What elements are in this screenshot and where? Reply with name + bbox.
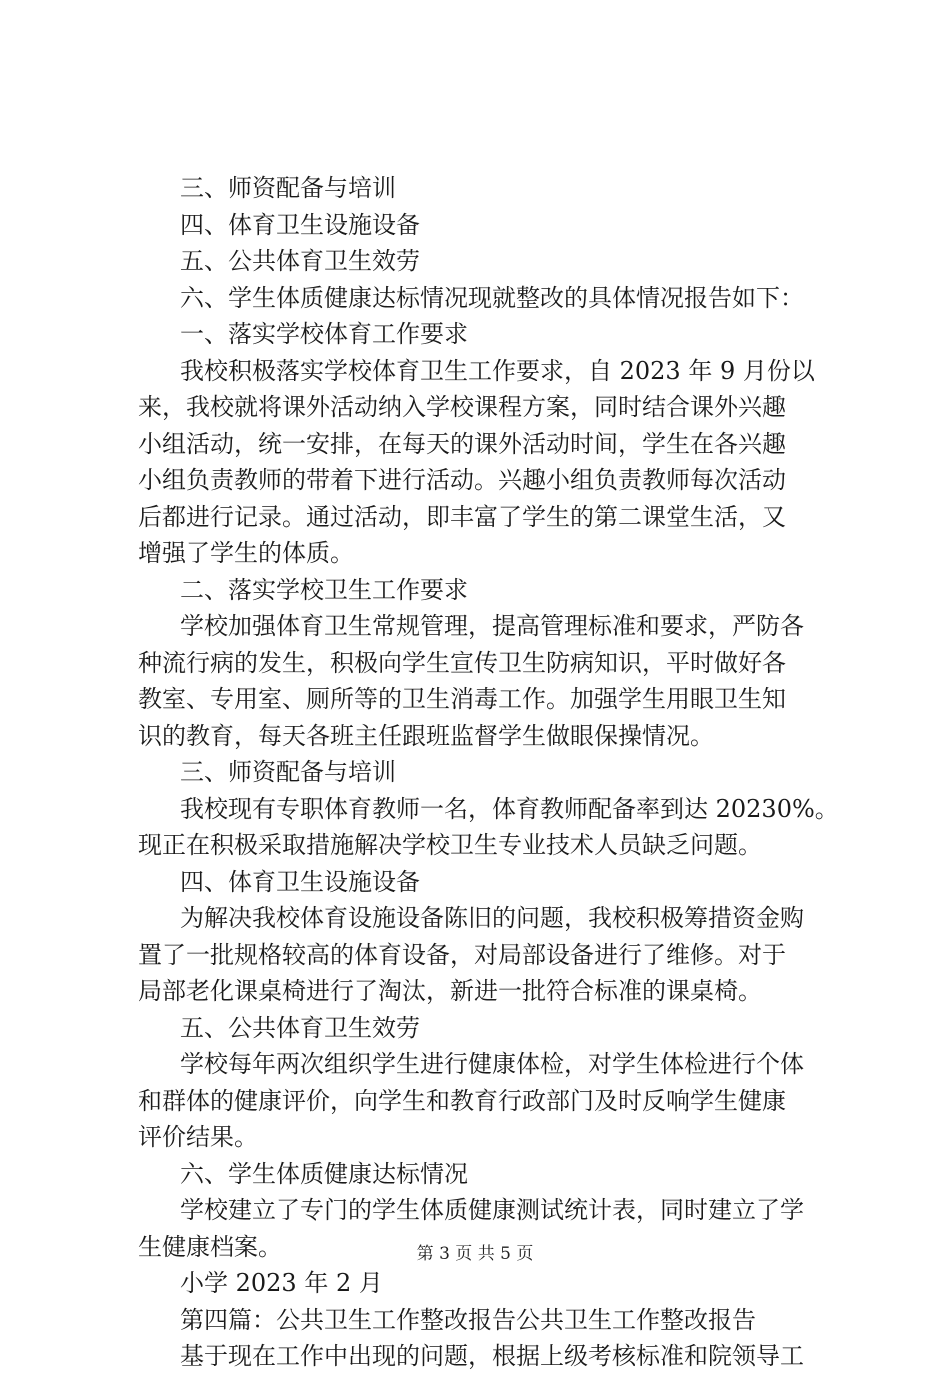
text-line: 种流行病的发生，积极向学生宣传卫生防病知识，平时做好各 xyxy=(138,648,786,677)
text-line: 五、公共体育卫生效劳 xyxy=(180,247,420,275)
text-line: 四、体育卫生设施设备 xyxy=(180,867,420,896)
text-line: 现正在积极采取措施解决学校卫生专业技术人员缺乏问题。 xyxy=(138,831,762,859)
text-line: 和群体的健康评价，向学生和教育行政部门及时反响学生健康 xyxy=(138,1086,786,1115)
text-line: 来，我校就将课外活动纳入学校课程方案，同时结合课外兴趣 xyxy=(138,393,786,421)
text-line: 评价结果。 xyxy=(138,1123,258,1151)
page-footer: 第 3 页 共 5 页 xyxy=(416,1244,534,1264)
text-line: 生健康档案。 xyxy=(138,1232,282,1261)
text-line: 三、师资配备与培训 xyxy=(180,758,396,786)
text-line: 小学 2023 年 2 月 xyxy=(180,1269,383,1297)
text-line: 后都进行记录。通过活动，即丰富了学生的第二课堂生活，又 xyxy=(138,502,786,531)
text-line: 学校建立了专门的学生体质健康测试统计表，同时建立了学 xyxy=(180,1196,804,1224)
text-line: 我校现有专职体育教师一名，体育教师配备率到达 20230%。 xyxy=(180,794,839,823)
text-line: 局部老化课桌椅进行了淘汰，新进一批符合标准的课桌椅。 xyxy=(138,977,762,1005)
text-line: 增强了学生的体质。 xyxy=(138,539,354,567)
document-body xyxy=(138,170,838,1375)
text-line: 基于现在工作中出现的问题，根据上级考核标准和院领导工 xyxy=(180,1342,804,1370)
text-line: 六、学生体质健康达标情况 xyxy=(180,1159,468,1188)
text-line: 为解决我校体育设施设备陈旧的问题，我校积极筹措资金购 xyxy=(180,904,804,932)
text-line: 四、体育卫生设施设备 xyxy=(180,210,420,239)
text-line: 小组负责教师的带着下进行活动。兴趣小组负责教师每次活动 xyxy=(138,466,786,494)
text-line: 五、公共体育卫生效劳 xyxy=(180,1013,420,1042)
text-line: 教室、专用室、厕所等的卫生消毒工作。加强学生用眼卫生知 xyxy=(138,685,786,713)
text-line: 学校加强体育卫生常规管理，提高管理标准和要求，严防各 xyxy=(180,612,804,640)
text-line: 六、学生体质健康达标情况现就整改的具体情况报告如下： xyxy=(180,283,804,312)
text-line: 三、师资配备与培训 xyxy=(180,174,396,202)
text-line: 第四篇：公共卫生工作整改报告公共卫生工作整改报告 xyxy=(180,1305,756,1334)
text-line: 一、落实学校体育工作要求 xyxy=(180,320,468,348)
text-line: 我校积极落实学校体育卫生工作要求，自 2023 年 9 月份以 xyxy=(180,356,815,385)
text-line: 二、落实学校卫生工作要求 xyxy=(180,575,468,604)
text-line: 识的教育，每天各班主任跟班监督学生做眼保操情况。 xyxy=(138,721,714,750)
text-line: 置了一批规格较高的体育设备，对局部设备进行了维修。对于 xyxy=(138,940,786,969)
text-line: 学校每年两次组织学生进行健康体检，对学生体检进行个体 xyxy=(180,1050,804,1078)
text-line: 小组活动，统一安排，在每天的课外活动时间，学生在各兴趣 xyxy=(138,429,786,458)
